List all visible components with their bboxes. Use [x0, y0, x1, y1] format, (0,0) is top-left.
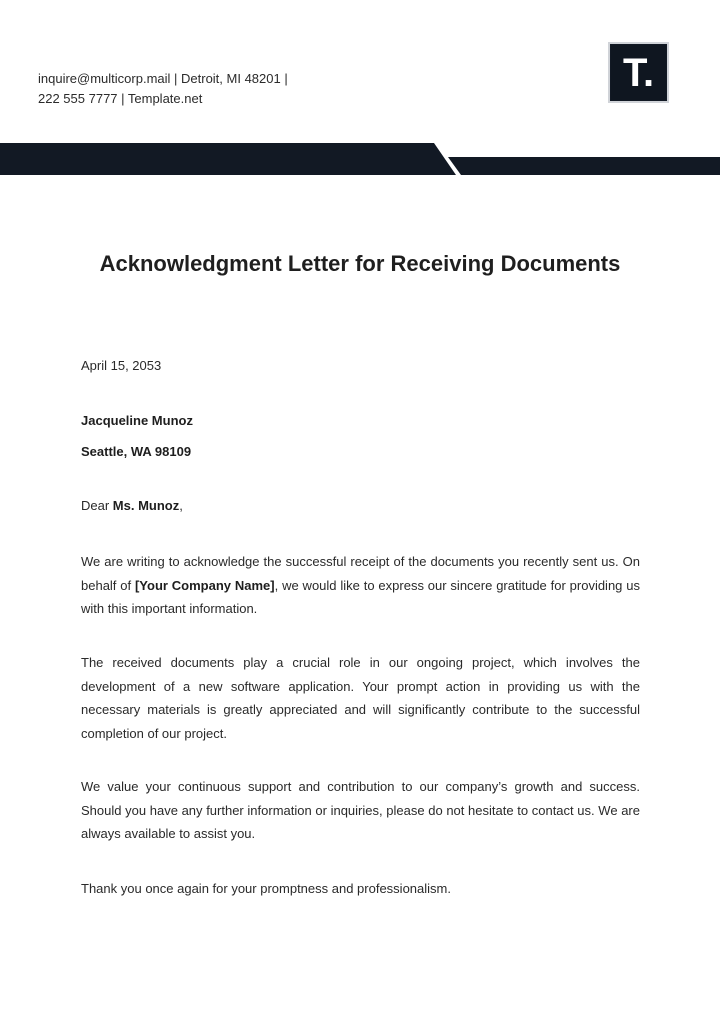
letter-title: Acknowledgment Letter for Receiving Documents	[99, 251, 621, 276]
company-logo	[608, 42, 669, 103]
paragraph-2: The received documents play a crucial role in our ongoing project, which involves the development of a new software application. Your prompt action in providing us with the necessary materials is greatly appreciated and will significantly contribute to the successful completion of our project.	[81, 655, 640, 741]
recipient-address: Seattle, WA 98109	[81, 444, 192, 459]
paragraph-1-part-2: , we would like to express our sincere gratitude for providing us with this important information.	[81, 577, 640, 616]
band-left-segment	[0, 143, 456, 175]
contact-line-1: inquire@multicorp.mail | Detroit, MI 48201 |	[38, 71, 288, 86]
salutation	[81, 498, 640, 513]
salutation-suffix: ,	[179, 498, 183, 513]
recipient-name: Jacqueline Munoz	[81, 413, 193, 428]
paragraph-4: Thank you once again for your promptness and professionalism.	[81, 881, 451, 896]
paragraph-1-part-1: We are writing to acknowledge the successful receipt of the documents you recently sent us. On behalf of	[81, 554, 640, 593]
header-band	[0, 143, 720, 175]
header-contact	[38, 69, 358, 109]
letter-date: April 15, 2053	[81, 358, 162, 373]
paragraph-1	[81, 550, 640, 621]
band-right-segment	[448, 157, 720, 175]
logo-letter: T.	[611, 45, 666, 100]
salutation-prefix: Dear	[81, 498, 113, 513]
salutation-name: Ms. Munoz	[112, 498, 180, 513]
paragraph-3: We value your continuous support and contribution to our company’s growth and success. Should you have any further information or inquiries, please do not hesitate to contact us. We are always available to assist you.	[81, 779, 640, 841]
company-name-placeholder: [Your Company Name]	[134, 577, 275, 593]
contact-line-2: 222 555 7777 | Template.net	[38, 91, 203, 106]
